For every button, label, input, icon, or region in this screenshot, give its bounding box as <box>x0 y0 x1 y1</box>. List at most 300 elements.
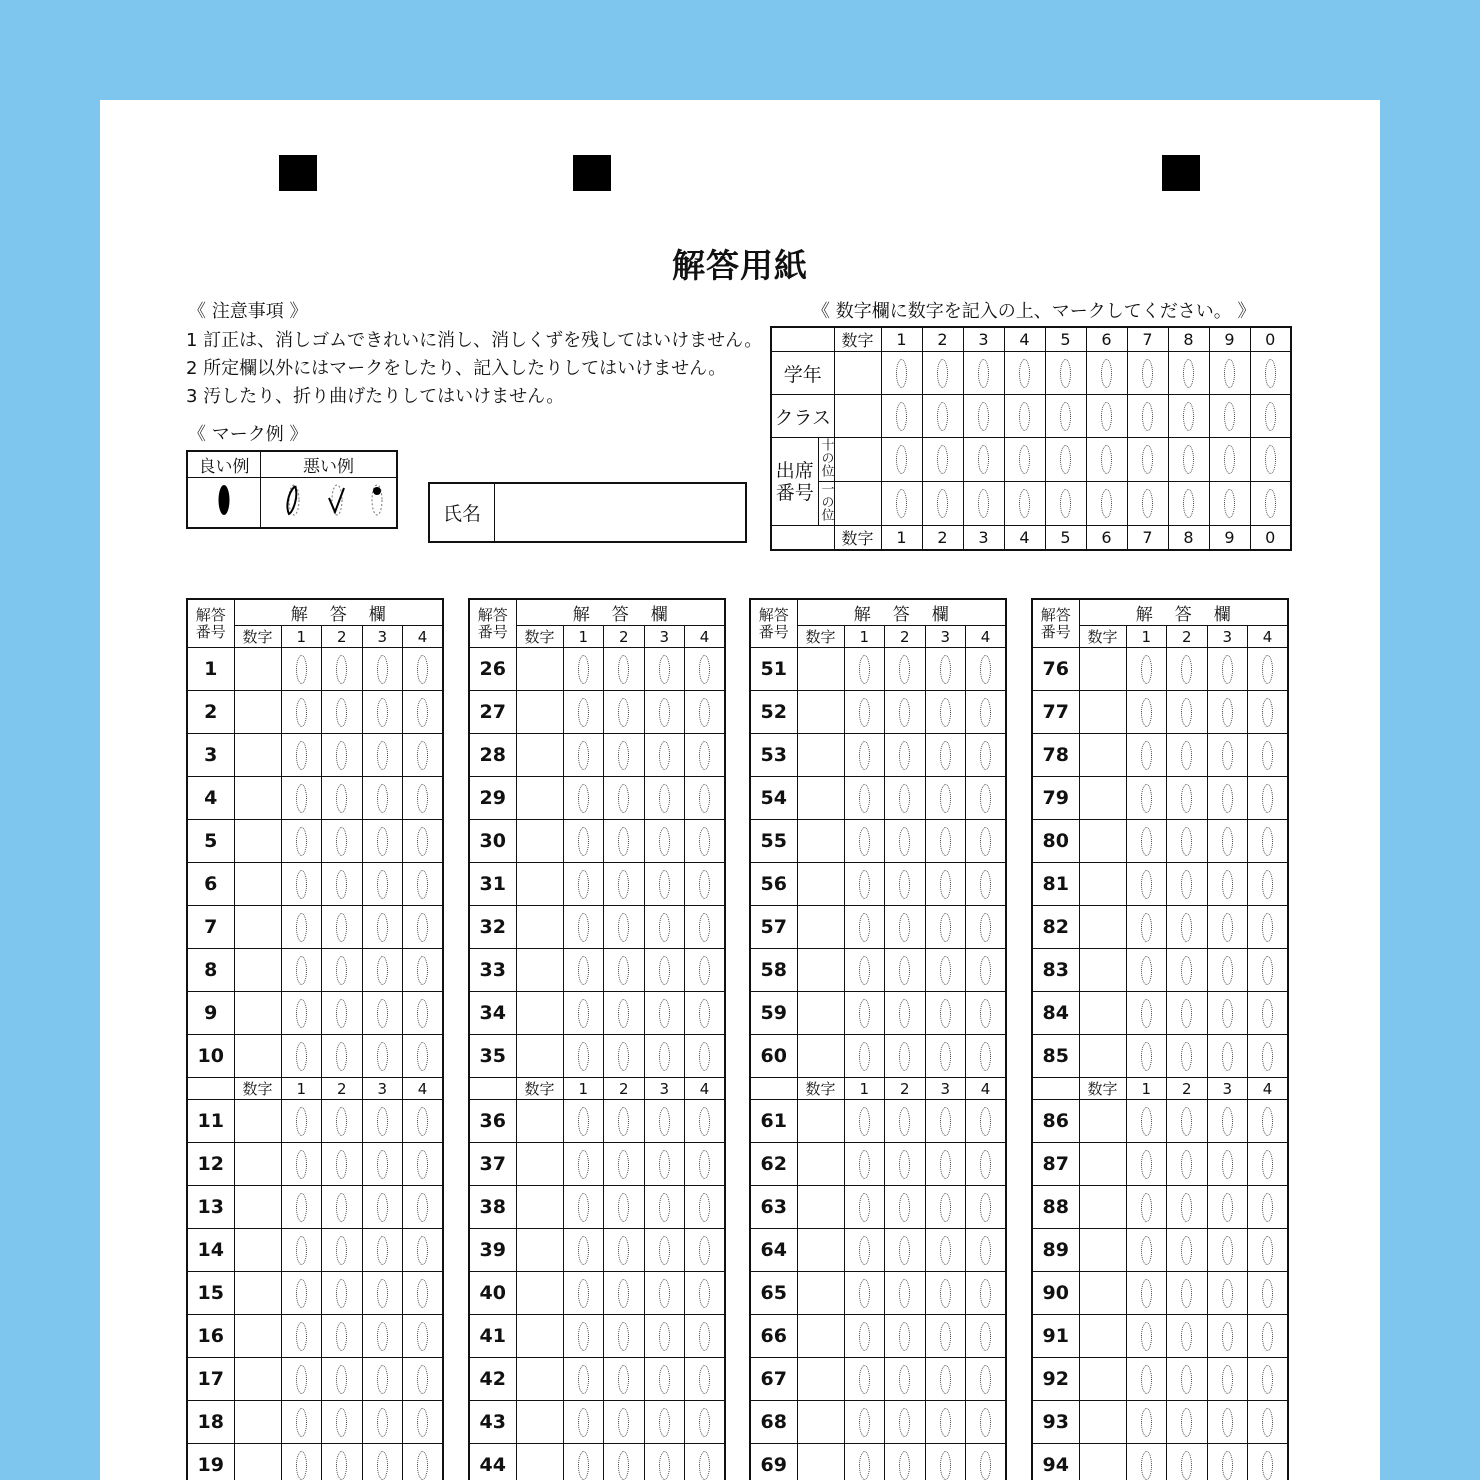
answer-bubble[interactable] <box>1262 1365 1273 1394</box>
answer-bubble[interactable] <box>377 913 388 942</box>
answer-bubble[interactable] <box>578 1451 589 1480</box>
answer-bubble[interactable] <box>578 956 589 985</box>
answer-bubble[interactable] <box>1181 1042 1192 1071</box>
answer-digit-box[interactable] <box>516 1035 563 1078</box>
tens-bubble-2[interactable] <box>937 445 948 474</box>
answer-bubble[interactable] <box>618 1193 629 1222</box>
answer-bubble[interactable] <box>377 1150 388 1179</box>
answer-bubble[interactable] <box>859 1322 870 1351</box>
answer-bubble[interactable] <box>1262 1236 1273 1265</box>
answer-digit-box[interactable] <box>1079 992 1126 1035</box>
answer-bubble[interactable] <box>296 1107 307 1136</box>
answer-bubble[interactable] <box>659 1193 670 1222</box>
answer-bubble[interactable] <box>1181 1451 1192 1480</box>
answer-bubble[interactable] <box>618 784 629 813</box>
answer-digit-box[interactable] <box>234 1100 281 1143</box>
answer-digit-box[interactable] <box>1079 1035 1126 1078</box>
answer-bubble[interactable] <box>1262 827 1273 856</box>
ones-bubble-7[interactable] <box>1142 489 1153 518</box>
answer-bubble[interactable] <box>336 1042 347 1071</box>
answer-bubble[interactable] <box>980 913 991 942</box>
answer-bubble[interactable] <box>899 870 910 899</box>
answer-bubble[interactable] <box>377 1365 388 1394</box>
answer-digit-box[interactable] <box>234 1358 281 1401</box>
answer-bubble[interactable] <box>980 1408 991 1437</box>
answer-bubble[interactable] <box>980 1193 991 1222</box>
answer-bubble[interactable] <box>377 827 388 856</box>
ones-bubble-9[interactable] <box>1224 489 1235 518</box>
answer-bubble[interactable] <box>578 1236 589 1265</box>
answer-bubble[interactable] <box>296 956 307 985</box>
answer-bubble[interactable] <box>336 1279 347 1308</box>
answer-bubble[interactable] <box>940 698 951 727</box>
answer-bubble[interactable] <box>377 1107 388 1136</box>
answer-digit-box[interactable] <box>516 820 563 863</box>
answer-bubble[interactable] <box>899 827 910 856</box>
answer-bubble[interactable] <box>336 1365 347 1394</box>
answer-bubble[interactable] <box>859 913 870 942</box>
answer-bubble[interactable] <box>659 1279 670 1308</box>
answer-bubble[interactable] <box>1262 1193 1273 1222</box>
answer-bubble[interactable] <box>336 1107 347 1136</box>
answer-bubble[interactable] <box>659 784 670 813</box>
answer-bubble[interactable] <box>296 1408 307 1437</box>
answer-bubble[interactable] <box>578 870 589 899</box>
answer-bubble[interactable] <box>1222 1107 1233 1136</box>
answer-digit-box[interactable] <box>1079 1358 1126 1401</box>
answer-bubble[interactable] <box>659 741 670 770</box>
answer-digit-box[interactable] <box>516 648 563 691</box>
answer-bubble[interactable] <box>1181 913 1192 942</box>
answer-bubble[interactable] <box>980 1042 991 1071</box>
answer-bubble[interactable] <box>859 698 870 727</box>
answer-bubble[interactable] <box>699 1408 710 1437</box>
answer-bubble[interactable] <box>578 698 589 727</box>
answer-bubble[interactable] <box>1141 1193 1152 1222</box>
answer-bubble[interactable] <box>1141 1279 1152 1308</box>
answer-bubble[interactable] <box>377 1408 388 1437</box>
answer-bubble[interactable] <box>1262 698 1273 727</box>
ones-bubble-0[interactable] <box>1265 489 1276 518</box>
answer-bubble[interactable] <box>618 1236 629 1265</box>
answer-bubble[interactable] <box>377 1322 388 1351</box>
answer-bubble[interactable] <box>859 784 870 813</box>
grade-bubble-7[interactable] <box>1142 359 1153 388</box>
answer-digit-box[interactable] <box>1079 1315 1126 1358</box>
answer-bubble[interactable] <box>296 1451 307 1480</box>
answer-bubble[interactable] <box>1262 1107 1273 1136</box>
answer-bubble[interactable] <box>1262 913 1273 942</box>
answer-bubble[interactable] <box>618 913 629 942</box>
answer-bubble[interactable] <box>417 1042 428 1071</box>
answer-bubble[interactable] <box>699 1451 710 1480</box>
answer-bubble[interactable] <box>417 1193 428 1222</box>
answer-digit-box[interactable] <box>516 1143 563 1186</box>
answer-digit-box[interactable] <box>516 734 563 777</box>
answer-digit-box[interactable] <box>1079 734 1126 777</box>
answer-bubble[interactable] <box>1262 870 1273 899</box>
answer-digit-box[interactable] <box>797 992 844 1035</box>
answer-bubble[interactable] <box>578 784 589 813</box>
answer-bubble[interactable] <box>417 827 428 856</box>
answer-digit-box[interactable] <box>797 1229 844 1272</box>
grade-bubble-6[interactable] <box>1101 359 1112 388</box>
answer-bubble[interactable] <box>377 956 388 985</box>
answer-bubble[interactable] <box>980 999 991 1028</box>
answer-bubble[interactable] <box>940 1279 951 1308</box>
answer-bubble[interactable] <box>296 870 307 899</box>
answer-bubble[interactable] <box>859 1150 870 1179</box>
answer-bubble[interactable] <box>859 1107 870 1136</box>
answer-bubble[interactable] <box>1262 1150 1273 1179</box>
answer-digit-box[interactable] <box>1079 1186 1126 1229</box>
answer-bubble[interactable] <box>417 1279 428 1308</box>
answer-bubble[interactable] <box>1222 741 1233 770</box>
answer-digit-box[interactable] <box>234 1143 281 1186</box>
answer-digit-box[interactable] <box>234 1035 281 1078</box>
answer-bubble[interactable] <box>417 741 428 770</box>
answer-bubble[interactable] <box>940 827 951 856</box>
answer-bubble[interactable] <box>618 1150 629 1179</box>
answer-digit-box[interactable] <box>1079 1272 1126 1315</box>
answer-digit-box[interactable] <box>1079 1401 1126 1444</box>
answer-bubble[interactable] <box>1141 827 1152 856</box>
answer-digit-box[interactable] <box>797 1035 844 1078</box>
answer-bubble[interactable] <box>940 741 951 770</box>
answer-bubble[interactable] <box>659 655 670 684</box>
answer-bubble[interactable] <box>618 1322 629 1351</box>
answer-bubble[interactable] <box>980 1236 991 1265</box>
answer-bubble[interactable] <box>618 956 629 985</box>
answer-bubble[interactable] <box>1222 913 1233 942</box>
answer-bubble[interactable] <box>1141 655 1152 684</box>
answer-digit-box[interactable] <box>797 906 844 949</box>
answer-bubble[interactable] <box>336 1193 347 1222</box>
answer-bubble[interactable] <box>859 1451 870 1480</box>
answer-bubble[interactable] <box>859 870 870 899</box>
answer-bubble[interactable] <box>1181 1236 1192 1265</box>
answer-bubble[interactable] <box>980 827 991 856</box>
answer-bubble[interactable] <box>980 1107 991 1136</box>
answer-bubble[interactable] <box>296 1365 307 1394</box>
answer-bubble[interactable] <box>336 956 347 985</box>
tens-bubble-7[interactable] <box>1142 445 1153 474</box>
class-bubble-9[interactable] <box>1224 402 1235 431</box>
answer-digit-box[interactable] <box>516 1315 563 1358</box>
answer-bubble[interactable] <box>417 956 428 985</box>
answer-bubble[interactable] <box>578 1193 589 1222</box>
answer-digit-box[interactable] <box>797 1315 844 1358</box>
answer-digit-box[interactable] <box>516 1272 563 1315</box>
answer-bubble[interactable] <box>578 1042 589 1071</box>
answer-bubble[interactable] <box>659 698 670 727</box>
answer-bubble[interactable] <box>859 655 870 684</box>
answer-bubble[interactable] <box>417 698 428 727</box>
answer-bubble[interactable] <box>1262 784 1273 813</box>
answer-bubble[interactable] <box>336 913 347 942</box>
answer-bubble[interactable] <box>659 1408 670 1437</box>
answer-bubble[interactable] <box>296 827 307 856</box>
answer-digit-box[interactable] <box>516 992 563 1035</box>
answer-bubble[interactable] <box>1181 1322 1192 1351</box>
answer-digit-box[interactable] <box>1079 949 1126 992</box>
ones-bubble-5[interactable] <box>1060 489 1071 518</box>
grade-bubble-4[interactable] <box>1019 359 1030 388</box>
answer-bubble[interactable] <box>417 999 428 1028</box>
answer-bubble[interactable] <box>659 956 670 985</box>
answer-bubble[interactable] <box>377 1236 388 1265</box>
answer-bubble[interactable] <box>859 1042 870 1071</box>
answer-bubble[interactable] <box>578 1408 589 1437</box>
answer-bubble[interactable] <box>899 1042 910 1071</box>
answer-bubble[interactable] <box>899 741 910 770</box>
answer-bubble[interactable] <box>417 1236 428 1265</box>
answer-bubble[interactable] <box>699 1107 710 1136</box>
answer-bubble[interactable] <box>699 913 710 942</box>
answer-bubble[interactable] <box>417 870 428 899</box>
answer-bubble[interactable] <box>1141 956 1152 985</box>
answer-bubble[interactable] <box>899 1451 910 1480</box>
answer-bubble[interactable] <box>578 1150 589 1179</box>
answer-bubble[interactable] <box>1222 1042 1233 1071</box>
answer-bubble[interactable] <box>1141 913 1152 942</box>
answer-bubble[interactable] <box>940 956 951 985</box>
answer-digit-box[interactable] <box>797 1401 844 1444</box>
ones-bubble-8[interactable] <box>1183 489 1194 518</box>
answer-bubble[interactable] <box>1262 1322 1273 1351</box>
answer-bubble[interactable] <box>1262 956 1273 985</box>
answer-digit-box[interactable] <box>516 1401 563 1444</box>
answer-digit-box[interactable] <box>797 1358 844 1401</box>
tens-bubble-1[interactable] <box>896 445 907 474</box>
answer-bubble[interactable] <box>377 999 388 1028</box>
answer-digit-box[interactable] <box>797 734 844 777</box>
answer-bubble[interactable] <box>336 784 347 813</box>
answer-bubble[interactable] <box>1141 1451 1152 1480</box>
answer-bubble[interactable] <box>980 1322 991 1351</box>
answer-bubble[interactable] <box>1222 870 1233 899</box>
class-bubble-1[interactable] <box>896 402 907 431</box>
answer-bubble[interactable] <box>336 698 347 727</box>
answer-digit-box[interactable] <box>1079 1143 1126 1186</box>
answer-bubble[interactable] <box>1181 1408 1192 1437</box>
answer-digit-box[interactable] <box>797 1100 844 1143</box>
answer-bubble[interactable] <box>899 1107 910 1136</box>
answer-digit-box[interactable] <box>234 820 281 863</box>
answer-bubble[interactable] <box>578 1322 589 1351</box>
answer-bubble[interactable] <box>940 913 951 942</box>
answer-bubble[interactable] <box>336 1236 347 1265</box>
answer-bubble[interactable] <box>659 1107 670 1136</box>
answer-digit-box[interactable] <box>797 1143 844 1186</box>
answer-digit-box[interactable] <box>1079 863 1126 906</box>
answer-bubble[interactable] <box>859 956 870 985</box>
answer-bubble[interactable] <box>940 1150 951 1179</box>
answer-digit-box[interactable] <box>234 734 281 777</box>
answer-bubble[interactable] <box>940 1365 951 1394</box>
answer-bubble[interactable] <box>578 999 589 1028</box>
answer-bubble[interactable] <box>699 827 710 856</box>
answer-bubble[interactable] <box>1262 1408 1273 1437</box>
answer-bubble[interactable] <box>417 1451 428 1480</box>
answer-bubble[interactable] <box>659 1365 670 1394</box>
answer-digit-box[interactable] <box>797 863 844 906</box>
answer-bubble[interactable] <box>296 1236 307 1265</box>
answer-bubble[interactable] <box>417 655 428 684</box>
answer-bubble[interactable] <box>296 1193 307 1222</box>
answer-bubble[interactable] <box>1181 1193 1192 1222</box>
grade-bubble-3[interactable] <box>978 359 989 388</box>
answer-bubble[interactable] <box>940 1042 951 1071</box>
answer-bubble[interactable] <box>699 1365 710 1394</box>
answer-bubble[interactable] <box>1262 1279 1273 1308</box>
answer-bubble[interactable] <box>980 870 991 899</box>
answer-digit-box[interactable] <box>234 1444 281 1480</box>
answer-bubble[interactable] <box>417 1322 428 1351</box>
answer-digit-box[interactable] <box>1079 777 1126 820</box>
answer-bubble[interactable] <box>980 1150 991 1179</box>
answer-bubble[interactable] <box>1222 956 1233 985</box>
answer-bubble[interactable] <box>578 913 589 942</box>
answer-bubble[interactable] <box>699 1193 710 1222</box>
answer-bubble[interactable] <box>377 1279 388 1308</box>
answer-bubble[interactable] <box>1181 1365 1192 1394</box>
answer-bubble[interactable] <box>1222 1408 1233 1437</box>
answer-bubble[interactable] <box>578 655 589 684</box>
answer-digit-box[interactable] <box>797 820 844 863</box>
answer-digit-box[interactable] <box>797 777 844 820</box>
class-bubble-5[interactable] <box>1060 402 1071 431</box>
answer-bubble[interactable] <box>899 956 910 985</box>
class-bubble-3[interactable] <box>978 402 989 431</box>
answer-bubble[interactable] <box>980 1279 991 1308</box>
answer-bubble[interactable] <box>940 1236 951 1265</box>
answer-digit-box[interactable] <box>234 1272 281 1315</box>
answer-bubble[interactable] <box>296 655 307 684</box>
answer-bubble[interactable] <box>377 741 388 770</box>
answer-bubble[interactable] <box>899 655 910 684</box>
answer-bubble[interactable] <box>618 698 629 727</box>
answer-bubble[interactable] <box>659 1451 670 1480</box>
answer-bubble[interactable] <box>699 956 710 985</box>
answer-bubble[interactable] <box>296 1322 307 1351</box>
answer-bubble[interactable] <box>1262 741 1273 770</box>
answer-bubble[interactable] <box>618 1365 629 1394</box>
answer-bubble[interactable] <box>659 1150 670 1179</box>
answer-bubble[interactable] <box>899 913 910 942</box>
answer-bubble[interactable] <box>296 784 307 813</box>
answer-bubble[interactable] <box>940 655 951 684</box>
answer-bubble[interactable] <box>377 1451 388 1480</box>
answer-bubble[interactable] <box>859 827 870 856</box>
tens-bubble-9[interactable] <box>1224 445 1235 474</box>
answer-bubble[interactable] <box>1181 956 1192 985</box>
answer-bubble[interactable] <box>417 913 428 942</box>
answer-bubble[interactable] <box>336 827 347 856</box>
answer-bubble[interactable] <box>659 870 670 899</box>
class-bubble-8[interactable] <box>1183 402 1194 431</box>
answer-digit-box[interactable] <box>516 1444 563 1480</box>
answer-bubble[interactable] <box>940 1451 951 1480</box>
answer-bubble[interactable] <box>859 1236 870 1265</box>
answer-bubble[interactable] <box>336 870 347 899</box>
answer-bubble[interactable] <box>618 827 629 856</box>
answer-bubble[interactable] <box>377 784 388 813</box>
answer-bubble[interactable] <box>1141 870 1152 899</box>
answer-bubble[interactable] <box>336 655 347 684</box>
answer-bubble[interactable] <box>659 1236 670 1265</box>
answer-bubble[interactable] <box>417 1107 428 1136</box>
tens-digit-box[interactable] <box>834 438 881 482</box>
answer-bubble[interactable] <box>578 1107 589 1136</box>
answer-bubble[interactable] <box>336 1408 347 1437</box>
answer-bubble[interactable] <box>618 655 629 684</box>
answer-bubble[interactable] <box>1181 655 1192 684</box>
answer-digit-box[interactable] <box>1079 906 1126 949</box>
grade-bubble-9[interactable] <box>1224 359 1235 388</box>
answer-bubble[interactable] <box>899 1322 910 1351</box>
answer-bubble[interactable] <box>699 1042 710 1071</box>
answer-bubble[interactable] <box>1222 1322 1233 1351</box>
answer-digit-box[interactable] <box>234 992 281 1035</box>
answer-bubble[interactable] <box>659 1042 670 1071</box>
answer-bubble[interactable] <box>1181 741 1192 770</box>
answer-digit-box[interactable] <box>516 863 563 906</box>
answer-bubble[interactable] <box>699 784 710 813</box>
answer-bubble[interactable] <box>859 1193 870 1222</box>
answer-digit-box[interactable] <box>1079 691 1126 734</box>
answer-bubble[interactable] <box>699 1322 710 1351</box>
answer-bubble[interactable] <box>980 655 991 684</box>
answer-bubble[interactable] <box>859 1279 870 1308</box>
answer-bubble[interactable] <box>618 1408 629 1437</box>
answer-bubble[interactable] <box>1222 1451 1233 1480</box>
answer-bubble[interactable] <box>578 741 589 770</box>
answer-bubble[interactable] <box>417 784 428 813</box>
answer-bubble[interactable] <box>578 827 589 856</box>
answer-bubble[interactable] <box>1222 784 1233 813</box>
answer-bubble[interactable] <box>980 1451 991 1480</box>
answer-bubble[interactable] <box>699 1279 710 1308</box>
answer-digit-box[interactable] <box>234 906 281 949</box>
answer-digit-box[interactable] <box>797 691 844 734</box>
answer-bubble[interactable] <box>1262 999 1273 1028</box>
answer-digit-box[interactable] <box>516 906 563 949</box>
answer-bubble[interactable] <box>377 1193 388 1222</box>
answer-digit-box[interactable] <box>1079 1444 1126 1480</box>
answer-bubble[interactable] <box>940 870 951 899</box>
answer-digit-box[interactable] <box>234 1401 281 1444</box>
answer-bubble[interactable] <box>980 741 991 770</box>
class-bubble-6[interactable] <box>1101 402 1112 431</box>
ones-bubble-2[interactable] <box>937 489 948 518</box>
answer-bubble[interactable] <box>336 1322 347 1351</box>
answer-digit-box[interactable] <box>797 1444 844 1480</box>
answer-bubble[interactable] <box>296 698 307 727</box>
answer-bubble[interactable] <box>1141 698 1152 727</box>
tens-bubble-6[interactable] <box>1101 445 1112 474</box>
answer-digit-box[interactable] <box>234 1186 281 1229</box>
answer-bubble[interactable] <box>1141 784 1152 813</box>
answer-bubble[interactable] <box>296 741 307 770</box>
answer-bubble[interactable] <box>417 1150 428 1179</box>
answer-bubble[interactable] <box>1181 1107 1192 1136</box>
answer-bubble[interactable] <box>336 1150 347 1179</box>
answer-bubble[interactable] <box>699 1236 710 1265</box>
answer-bubble[interactable] <box>1181 698 1192 727</box>
answer-bubble[interactable] <box>899 784 910 813</box>
answer-digit-box[interactable] <box>1079 1100 1126 1143</box>
